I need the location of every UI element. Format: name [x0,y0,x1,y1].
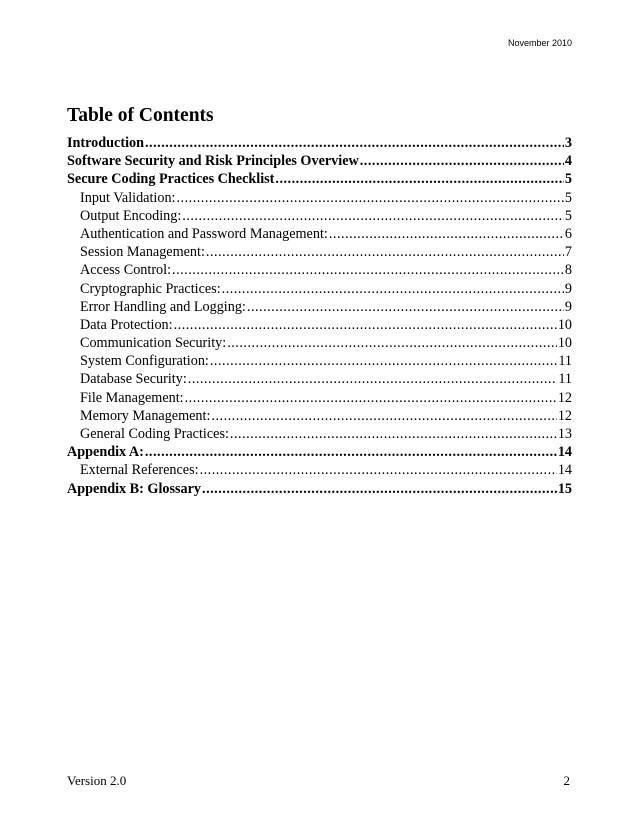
toc-dot-leader [174,316,557,334]
toc-entry-page: 6 [564,225,572,242]
toc-entry[interactable] [67,134,572,152]
toc-entry-label: Output Encoding: [80,207,182,224]
toc-entry[interactable] [67,334,572,352]
toc-entry-page: 11 [558,353,572,370]
toc-dot-leader [222,280,564,298]
toc-entry-label: Session Management: [80,244,205,261]
toc-entry-page: 14 [557,462,572,479]
toc-dot-leader [145,134,564,152]
toc-entry[interactable] [67,225,572,243]
toc-entry-page: 5 [564,189,572,206]
toc-dot-leader [188,370,558,388]
toc-dot-leader [360,152,564,170]
toc-entry-label: Appendix A: [67,444,144,461]
toc-dot-leader [145,443,557,461]
toc-entry-page: 13 [557,426,572,442]
toc-entry[interactable] [67,407,572,425]
toc-entry-label: Input Validation: [80,189,176,206]
toc-entry[interactable] [67,425,572,443]
toc-dot-leader [210,352,557,370]
toc-entry[interactable] [67,352,572,370]
toc-entry[interactable] [67,461,572,479]
toc-entry-label: Introduction [67,135,144,151]
toc-entry-page: 9 [564,280,572,297]
table-of-contents [67,104,572,498]
footer-version: Version 2.0 [67,773,127,788]
toc-entry[interactable] [67,280,572,298]
toc-entry-page: 10 [557,316,572,333]
toc-entry-page: 5 [564,171,572,188]
toc-entry-label: Appendix B: Glossary [67,480,202,497]
toc-entry[interactable] [67,152,572,170]
toc-entry-label: Communication Security: [80,335,227,352]
toc-entry-label: Secure Coding Practices Checklist [67,171,275,188]
toc-dot-leader [329,225,564,243]
toc-entry-page: 5 [564,207,572,224]
toc-dot-leader [185,389,557,407]
toc-entry[interactable] [67,298,572,316]
toc-entry-page: 12 [557,407,572,424]
header-date: November 2010 [507,38,572,48]
toc-dot-leader [177,189,564,207]
toc-entry-label: Data Protection: [80,316,173,333]
toc-dot-leader [182,207,564,225]
toc-entry-page: 7 [564,244,572,261]
toc-entry-label: System Configuration: [80,353,209,370]
toc-entry-label: Authentication and Password Management: [80,225,328,242]
toc-entry[interactable] [67,443,572,461]
toc-entry-label: File Management: [80,389,184,406]
toc-entry[interactable] [67,370,572,388]
toc-entry-page: 3 [564,135,572,151]
toc-dot-leader [247,298,564,316]
toc-entry[interactable] [67,243,572,261]
toc-entry-page: 14 [557,444,572,461]
toc-dot-leader [202,480,557,498]
toc-list [67,134,572,498]
toc-entry-label: Database Security: [80,371,187,388]
toc-entry[interactable] [67,189,572,207]
toc-entry-page: 15 [557,480,572,497]
toc-entry-label: General Coding Practices: [80,426,229,442]
toc-dot-leader [206,243,564,261]
toc-entry-label: Software Security and Risk Principles Overview [67,153,359,170]
toc-entry-page: 9 [564,298,572,315]
toc-title: Table of Contents [67,105,214,126]
toc-dot-leader [275,170,564,188]
toc-dot-leader [230,425,557,443]
toc-entry[interactable] [67,207,572,225]
toc-entry-page: 8 [564,262,572,279]
toc-dot-leader [172,261,564,279]
toc-entry-label: Cryptographic Practices: [80,280,221,297]
footer-page-number: 2 [563,773,570,788]
toc-entry[interactable] [67,316,572,334]
toc-entry-label: Memory Management: [80,407,211,424]
toc-dot-leader [200,461,557,479]
toc-entry-label: External References: [80,462,199,479]
toc-entry-page: 10 [557,335,572,352]
toc-entry-page: 12 [557,389,572,406]
toc-dot-leader [211,407,556,425]
toc-entry[interactable] [67,261,572,279]
toc-entry-label: Error Handling and Logging: [80,298,246,315]
toc-entry[interactable] [67,170,572,188]
toc-dot-leader [227,334,557,352]
toc-entry-page: 11 [558,371,572,388]
toc-entry-page: 4 [564,153,572,170]
toc-entry[interactable] [67,389,572,407]
toc-entry-label: Access Control: [80,262,172,279]
toc-entry[interactable] [67,480,572,498]
